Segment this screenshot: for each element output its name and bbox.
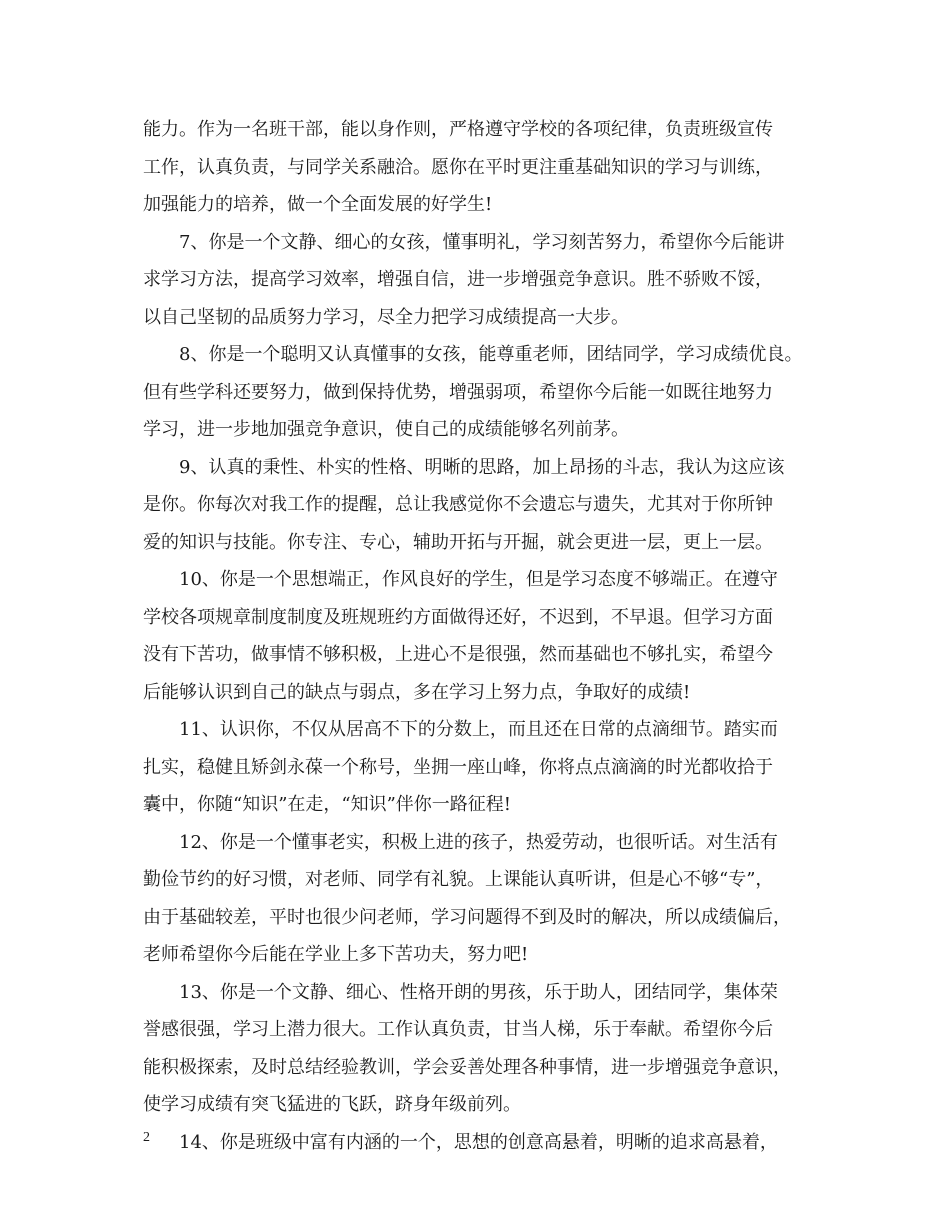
- text-line: 囊中，你随“知识”在走，“知识”伴你一路征程!: [143, 794, 512, 815]
- text-line: 没有下苦功，做事情不够积极，上进心不是很强，然而基础也不够扎实，希望今: [143, 644, 773, 665]
- text-line: 学习，进一步地加强竞争意识，使自己的成绩能够名列前茅。: [143, 419, 629, 440]
- text-line: 但有些学科还要努力，做到保持优势，增强弱项，希望你今后能一如既往地努力: [143, 381, 773, 403]
- paragraph-first-line: 7、你是一个文静、细心的女孩，懂事明礼，学习刻苦努力，希望你今后能讲: [179, 231, 785, 253]
- text-line: 是你。你每次对我工作的提醒，总让我感觉你不会遗忘与遗失，尤其对于你所钟: [143, 494, 773, 515]
- paragraph-first-line: 13、你是一个文静、细心、性格开朗的男孩，乐于助人，团结同学，集体荣: [179, 981, 778, 1003]
- text-line: 以自己坚韧的品质努力学习，尽全力把学习成绩提高一大步。: [143, 306, 629, 328]
- text-line: 老师希望你今后能在学业上多下苦功夫，努力吧!: [143, 944, 529, 965]
- text-line: 求学习方法，提高学习效率，增强自信，进一步增强竞争意识。胜不骄败不馁，: [143, 269, 773, 290]
- paragraph-first-line: 10、你是一个思想端正，作风良好的学生，但是学习态度不够端正。在遵守: [179, 569, 778, 590]
- paragraph-first-line: 8、你是一个聪明又认真懂事的女孩，能尊重老师，团结同学，学习成绩优良。: [179, 344, 803, 365]
- text-line: 工作，认真负责，与同学关系融洽。愿你在平时更注重基础知识的学习与训练，: [143, 156, 773, 178]
- paragraph-first-line: 12、你是一个懂事老实，积极上进的孩子，热爱劳动，也很听话。对生活有: [179, 831, 778, 853]
- text-line: 学校各项规章制度制度及班规班约方面做得还好，不迟到，不早退。但学习方面: [143, 606, 773, 628]
- paragraph-first-line: 9、认真的秉性、朴实的性格、明晰的思路，加上昂扬的斗志，我认为这应该: [179, 456, 785, 478]
- text-line: 扎实，稳健且矫剑永葆一个称号，坐拥一座山峰，你将点点滴滴的时光都收拾于: [143, 756, 773, 778]
- text-line: 誉感很强，学习上潜力很大。工作认真负责，甘当人梯，乐于奉献。希望你今后: [143, 1019, 773, 1040]
- text-line: 使学习成绩有突飞猛进的飞跃，跻身年级前列。: [143, 1094, 521, 1115]
- text-line: 由于基础较差，平时也很少问老师，学习问题得不到及时的解决，所以成绩偏后，: [143, 906, 791, 928]
- paragraph-first-line: 14、你是班级中富有内涵的一个，思想的创意高悬着，明晰的追求高悬着，: [179, 1131, 778, 1153]
- text-line: 能力。作为一名班干部，能以身作则，严格遵守学校的各项纪律，负责班级宣传: [143, 119, 773, 140]
- text-line: 勤俭节约的好习惯，对老师、同学有礼貌。上课能认真听讲，但是心不够“专”，: [143, 869, 774, 890]
- text-line: 后能够认识到自己的缺点与弱点，多在学习上努力点，争取好的成绩!: [143, 681, 691, 703]
- page-number: 2: [143, 1130, 150, 1145]
- text-line: 爱的知识与技能。你专注、专心，辅助开拓与开掘，就会更进一层，更上一层。: [143, 531, 773, 553]
- text-line: 能积极探索，及时总结经验教训，学会妥善处理各种事情，进一步增强竞争意识，: [143, 1056, 791, 1078]
- paragraph-first-line: 11、认识你，不仅从居高不下的分数上，而且还在日常的点滴细节。踏实而: [179, 719, 778, 740]
- document-body: [143, 111, 811, 1161]
- text-line: 加强能力的培养，做一个全面发展的好学生!: [143, 194, 493, 215]
